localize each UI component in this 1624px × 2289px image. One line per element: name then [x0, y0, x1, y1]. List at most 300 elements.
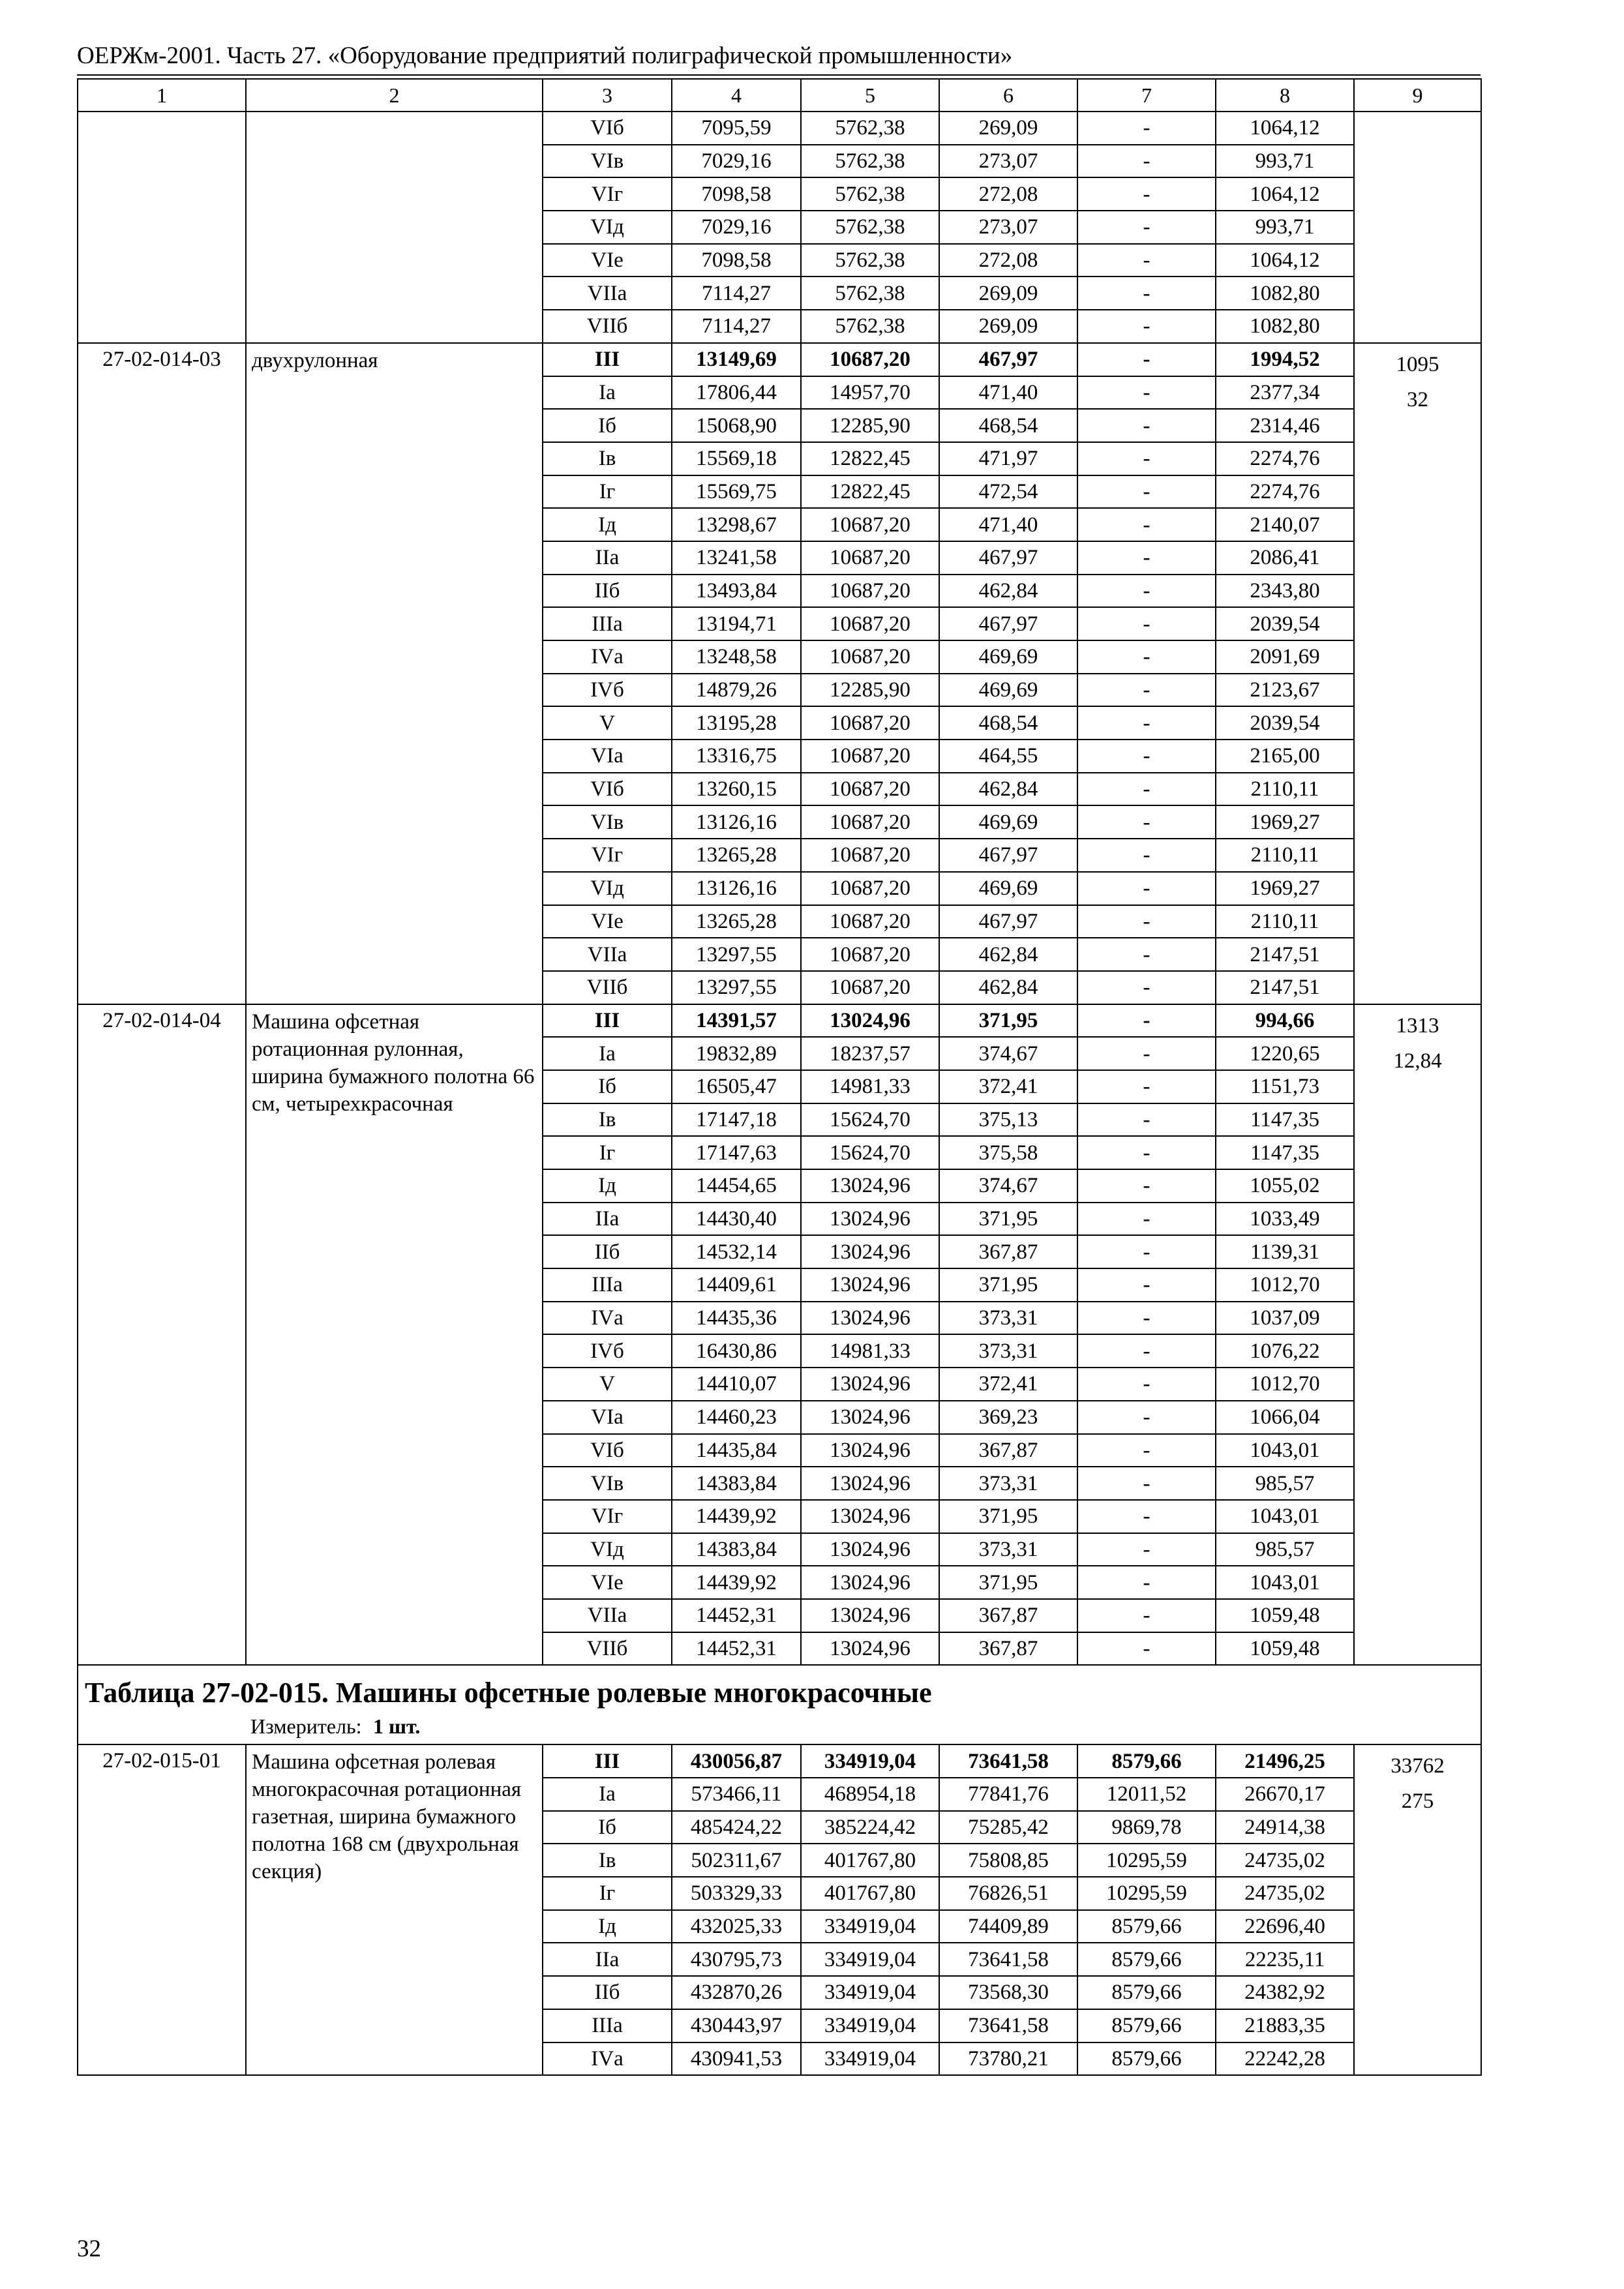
cost-value: 373,31 — [939, 1334, 1077, 1368]
cost-value: 21883,35 — [1216, 2009, 1354, 2042]
cost-value: 75808,85 — [939, 1844, 1077, 1877]
cost-value: 334919,04 — [801, 1910, 939, 1943]
cost-value: - — [1077, 1037, 1216, 1070]
region-index: IVа — [543, 1302, 672, 1335]
extra-value: 1313 — [1396, 1013, 1439, 1038]
cost-value: 12011,52 — [1077, 1778, 1216, 1811]
cost-value: 24914,38 — [1216, 1811, 1354, 1844]
cost-value: 10687,20 — [801, 938, 939, 971]
region-index: VIд — [543, 872, 672, 905]
cost-value: 467,97 — [939, 607, 1077, 640]
extra-value: 32 — [1407, 387, 1428, 411]
cost-value: 13126,16 — [672, 805, 801, 839]
cost-value: 13024,96 — [801, 1434, 939, 1467]
cost-value: 14454,65 — [672, 1169, 801, 1203]
cost-value: 462,84 — [939, 773, 1077, 806]
cost-value: 15569,75 — [672, 475, 801, 509]
rate-description: Машина офсетная ротационная рулонная, ширина бумажного полотна 66 см, четырехкрасочная — [246, 1004, 543, 1666]
cost-value: 371,95 — [939, 1566, 1077, 1599]
cost-value: 2110,11 — [1216, 773, 1354, 806]
cost-value: 1969,27 — [1216, 872, 1354, 905]
cost-value: - — [1077, 277, 1216, 310]
cost-value: 73641,58 — [939, 2009, 1077, 2042]
cost-value: 8579,66 — [1077, 2042, 1216, 2076]
cost-value: - — [1077, 1268, 1216, 1302]
cost-value: - — [1077, 872, 1216, 905]
cost-value: 1033,49 — [1216, 1203, 1354, 1236]
cost-value: 13024,96 — [801, 1169, 939, 1203]
rate-code: 27-02-014-03 — [78, 343, 246, 1004]
cost-value: 430056,87 — [672, 1744, 801, 1778]
cost-value: 372,41 — [939, 1070, 1077, 1103]
cost-value: 467,97 — [939, 541, 1077, 575]
region-index: IIIа — [543, 1268, 672, 1302]
cost-value: 5762,38 — [801, 244, 939, 277]
cost-value: 10687,20 — [801, 541, 939, 575]
cost-value: 5762,38 — [801, 277, 939, 310]
column-number: 3 — [543, 79, 672, 112]
cost-value: 985,57 — [1216, 1467, 1354, 1500]
cost-value: 14435,84 — [672, 1434, 801, 1467]
table-row — [78, 1744, 1481, 1778]
cost-value: 1994,52 — [1216, 343, 1354, 376]
cost-value: 10687,20 — [801, 839, 939, 872]
cost-value: 5762,38 — [801, 145, 939, 178]
cost-value: 2147,51 — [1216, 938, 1354, 971]
cost-value: 2086,41 — [1216, 541, 1354, 575]
cost-value: 371,95 — [939, 1004, 1077, 1038]
unit-value: 1 шт. — [373, 1714, 421, 1739]
region-index: VIг — [543, 177, 672, 211]
cost-value: 8579,66 — [1077, 1976, 1216, 2009]
rates-table — [77, 78, 1482, 2076]
cost-value: - — [1077, 475, 1216, 509]
cost-value: 469,69 — [939, 674, 1077, 707]
cost-value: 14383,84 — [672, 1533, 801, 1566]
region-index: VIIа — [543, 1599, 672, 1632]
region-index: Iб — [543, 409, 672, 442]
cost-value: - — [1077, 971, 1216, 1004]
cost-value: 334919,04 — [801, 2042, 939, 2076]
region-index: Iв — [543, 442, 672, 475]
unit-line — [85, 1711, 1474, 1741]
cost-value: - — [1077, 541, 1216, 575]
cost-value: 13149,69 — [672, 343, 801, 376]
rate-description: двухрулонная — [246, 343, 543, 1004]
cost-value: 13194,71 — [672, 607, 801, 640]
region-index: III — [543, 1744, 672, 1778]
cost-value: 375,58 — [939, 1136, 1077, 1169]
cost-value: 485424,22 — [672, 1811, 801, 1844]
region-index: IIб — [543, 575, 672, 608]
cost-value: 13024,96 — [801, 1533, 939, 1566]
cost-value: - — [1077, 1434, 1216, 1467]
region-index: Iб — [543, 1070, 672, 1103]
cost-value: 7098,58 — [672, 244, 801, 277]
region-index: Iг — [543, 475, 672, 509]
cost-value: - — [1077, 1169, 1216, 1203]
cost-value: 14981,33 — [801, 1070, 939, 1103]
cost-value: 432025,33 — [672, 1910, 801, 1943]
region-index: VIа — [543, 740, 672, 773]
extra-values — [1354, 112, 1481, 343]
cost-value: 469,69 — [939, 872, 1077, 905]
cost-value: 73641,58 — [939, 1744, 1077, 1778]
cost-value: 14452,31 — [672, 1632, 801, 1666]
cost-value: 367,87 — [939, 1434, 1077, 1467]
cost-value: 10687,20 — [801, 971, 939, 1004]
cost-value: 12822,45 — [801, 475, 939, 509]
cost-value: 15624,70 — [801, 1103, 939, 1137]
cost-value: 334919,04 — [801, 1943, 939, 1976]
cost-value: 13024,96 — [801, 1302, 939, 1335]
region-index: VIв — [543, 1467, 672, 1500]
cost-value: 469,69 — [939, 805, 1077, 839]
cost-value: 1012,70 — [1216, 1268, 1354, 1302]
region-index: IIIа — [543, 607, 672, 640]
cost-value: - — [1077, 1566, 1216, 1599]
cost-value: 367,87 — [939, 1235, 1077, 1268]
cost-value: 10687,20 — [801, 343, 939, 376]
cost-value: 12822,45 — [801, 442, 939, 475]
cost-value: 14532,14 — [672, 1235, 801, 1268]
cost-value: 468954,18 — [801, 1778, 939, 1811]
region-index: IVб — [543, 674, 672, 707]
cost-value: - — [1077, 1334, 1216, 1368]
cost-value: 8579,66 — [1077, 1744, 1216, 1778]
cost-value: 1059,48 — [1216, 1632, 1354, 1666]
cost-value: 467,97 — [939, 343, 1077, 376]
cost-value: 373,31 — [939, 1302, 1077, 1335]
cost-value: - — [1077, 310, 1216, 343]
region-index: V — [543, 1368, 672, 1401]
region-index: Iа — [543, 376, 672, 410]
cost-value: 14430,40 — [672, 1203, 801, 1236]
cost-value: 502311,67 — [672, 1844, 801, 1877]
section-title: Таблица 27-02-015. Машины офсетные ролевые многокрасочные — [85, 1677, 932, 1709]
cost-value: 503329,33 — [672, 1877, 801, 1910]
cost-value: 10687,20 — [801, 805, 939, 839]
cost-value: 367,87 — [939, 1599, 1077, 1632]
rate-description: Машина офсетная ролевая многокрасочная ротационная газетная, ширина бумажного полотна 168 см (двухрольная секция) — [246, 1744, 543, 2075]
cost-value: 471,40 — [939, 508, 1077, 541]
region-index: Iд — [543, 1910, 672, 1943]
cost-value: - — [1077, 244, 1216, 277]
cost-value: 462,84 — [939, 971, 1077, 1004]
region-index: VIе — [543, 905, 672, 938]
cost-value: 430941,53 — [672, 2042, 801, 2076]
cost-value: 2110,11 — [1216, 839, 1354, 872]
cost-value: - — [1077, 805, 1216, 839]
cost-value: 14957,70 — [801, 376, 939, 410]
cost-value: 430443,97 — [672, 2009, 801, 2042]
cost-value: - — [1077, 145, 1216, 178]
cost-value: 1076,22 — [1216, 1334, 1354, 1368]
region-index: VIе — [543, 1566, 672, 1599]
cost-value: 12285,90 — [801, 674, 939, 707]
cost-value: 468,54 — [939, 409, 1077, 442]
cost-value: - — [1077, 1004, 1216, 1038]
cost-value: 372,41 — [939, 1368, 1077, 1401]
cost-value: - — [1077, 177, 1216, 211]
extra-values — [1354, 1744, 1481, 2075]
cost-value: 18237,57 — [801, 1037, 939, 1070]
cost-value: 24382,92 — [1216, 1976, 1354, 2009]
section-heading — [78, 1665, 1481, 1744]
table-row — [78, 1004, 1481, 1038]
region-index: Iг — [543, 1136, 672, 1169]
region-index: IIб — [543, 1235, 672, 1268]
region-index: III — [543, 1004, 672, 1038]
cost-value: 1147,35 — [1216, 1103, 1354, 1137]
cost-value: 13195,28 — [672, 706, 801, 740]
cost-value: 10295,59 — [1077, 1877, 1216, 1910]
cost-value: 14981,33 — [801, 1334, 939, 1368]
cost-value: 15068,90 — [672, 409, 801, 442]
cost-value: 1066,04 — [1216, 1401, 1354, 1434]
cost-value: 24735,02 — [1216, 1877, 1354, 1910]
cost-value: 13024,96 — [801, 1599, 939, 1632]
cost-value: 269,09 — [939, 277, 1077, 310]
region-index: IIа — [543, 1203, 672, 1236]
cost-value: 75285,42 — [939, 1811, 1077, 1844]
region-index: VIб — [543, 112, 672, 145]
cost-value: 13024,96 — [801, 1566, 939, 1599]
cost-value: 5762,38 — [801, 112, 939, 145]
cost-value: 13297,55 — [672, 938, 801, 971]
cost-value: 2110,11 — [1216, 905, 1354, 938]
cost-value: 371,95 — [939, 1268, 1077, 1302]
cost-value: 14435,36 — [672, 1302, 801, 1335]
cost-value: 10687,20 — [801, 508, 939, 541]
cost-value: 7029,16 — [672, 211, 801, 244]
cost-value: 22696,40 — [1216, 1910, 1354, 1943]
cost-value: 24735,02 — [1216, 1844, 1354, 1877]
cost-value: 1969,27 — [1216, 805, 1354, 839]
cost-value: 373,31 — [939, 1467, 1077, 1500]
cost-value: 13024,96 — [801, 1401, 939, 1434]
cost-value: 16505,47 — [672, 1070, 801, 1103]
cost-value: - — [1077, 640, 1216, 674]
cost-value: 8579,66 — [1077, 2009, 1216, 2042]
region-index: III — [543, 343, 672, 376]
unit-label: Измеритель: — [250, 1714, 362, 1739]
cost-value: 13260,15 — [672, 773, 801, 806]
table-row — [78, 343, 1481, 376]
cost-value: 2039,54 — [1216, 607, 1354, 640]
cost-value: 2039,54 — [1216, 706, 1354, 740]
cost-value: - — [1077, 112, 1216, 145]
cost-value: 2147,51 — [1216, 971, 1354, 1004]
cost-value: 13024,96 — [801, 1235, 939, 1268]
cost-value: 13024,96 — [801, 1368, 939, 1401]
cost-value: 471,40 — [939, 376, 1077, 410]
extra-values — [1354, 343, 1481, 1004]
cost-value: 16430,86 — [672, 1334, 801, 1368]
cost-value: 14410,07 — [672, 1368, 801, 1401]
region-index: V — [543, 706, 672, 740]
region-index: VIд — [543, 1533, 672, 1566]
column-number: 4 — [672, 79, 801, 112]
cost-value: - — [1077, 839, 1216, 872]
region-index: IIа — [543, 1943, 672, 1976]
cost-value: - — [1077, 1203, 1216, 1236]
cost-value: 14439,92 — [672, 1500, 801, 1533]
cost-value: 2274,76 — [1216, 442, 1354, 475]
cost-value: 273,07 — [939, 211, 1077, 244]
cost-value: 5762,38 — [801, 177, 939, 211]
cost-value: 1055,02 — [1216, 1169, 1354, 1203]
cost-value: 73568,30 — [939, 1976, 1077, 2009]
cost-value: 1064,12 — [1216, 244, 1354, 277]
cost-value: 2274,76 — [1216, 475, 1354, 509]
cost-value: - — [1077, 442, 1216, 475]
cost-value: 5762,38 — [801, 211, 939, 244]
column-number: 1 — [78, 79, 246, 112]
cost-value: - — [1077, 343, 1216, 376]
cost-value: - — [1077, 1368, 1216, 1401]
region-index: Iв — [543, 1844, 672, 1877]
region-index: Iа — [543, 1037, 672, 1070]
cost-value: 14391,57 — [672, 1004, 801, 1038]
region-index: VIIа — [543, 938, 672, 971]
cost-value: - — [1077, 1235, 1216, 1268]
cost-value: 15569,18 — [672, 442, 801, 475]
cost-value: 464,55 — [939, 740, 1077, 773]
region-index: Iг — [543, 1877, 672, 1910]
cost-value: - — [1077, 1500, 1216, 1533]
cost-value: 12285,90 — [801, 409, 939, 442]
cost-value: 1043,01 — [1216, 1566, 1354, 1599]
cost-value: 14879,26 — [672, 674, 801, 707]
column-number-row — [78, 79, 1481, 112]
cost-value: - — [1077, 1467, 1216, 1500]
cost-value: 272,08 — [939, 177, 1077, 211]
rate-code: 27-02-014-04 — [78, 1004, 246, 1666]
cost-value: 472,54 — [939, 475, 1077, 509]
cost-value: 17147,63 — [672, 1136, 801, 1169]
cost-value: 19832,89 — [672, 1037, 801, 1070]
cost-value: 371,95 — [939, 1500, 1077, 1533]
cost-value: 334919,04 — [801, 2009, 939, 2042]
section-row — [78, 1665, 1481, 1744]
cost-value: 1043,01 — [1216, 1500, 1354, 1533]
cost-value: 367,87 — [939, 1632, 1077, 1666]
region-index: Iа — [543, 1778, 672, 1811]
cost-value: 13298,67 — [672, 508, 801, 541]
cost-value: 13126,16 — [672, 872, 801, 905]
cost-value: - — [1077, 409, 1216, 442]
region-index: VIб — [543, 773, 672, 806]
cost-value: 10687,20 — [801, 773, 939, 806]
cost-value: 13297,55 — [672, 971, 801, 1004]
region-index: VIд — [543, 211, 672, 244]
cost-value: - — [1077, 938, 1216, 971]
cost-value: 993,71 — [1216, 145, 1354, 178]
region-index: VIе — [543, 244, 672, 277]
cost-value: 1220,65 — [1216, 1037, 1354, 1070]
cost-value: 7114,27 — [672, 277, 801, 310]
cost-value: 2140,07 — [1216, 508, 1354, 541]
cost-value: - — [1077, 1302, 1216, 1335]
region-index: VIа — [543, 1401, 672, 1434]
cost-value: 1064,12 — [1216, 112, 1354, 145]
cost-value: 369,23 — [939, 1401, 1077, 1434]
cost-value: 14439,92 — [672, 1566, 801, 1599]
cost-value: 467,97 — [939, 905, 1077, 938]
cost-value: 430795,73 — [672, 1943, 801, 1976]
region-index: VIв — [543, 805, 672, 839]
cost-value: 371,95 — [939, 1203, 1077, 1236]
cost-value: - — [1077, 674, 1216, 707]
page-header: ОЕРЖм-2001. Часть 27. «Оборудование предприятий полиграфической промышленности» — [77, 42, 1013, 69]
cost-value: 13493,84 — [672, 575, 801, 608]
region-index: VIг — [543, 839, 672, 872]
cost-value: - — [1077, 508, 1216, 541]
cost-value: - — [1077, 1632, 1216, 1666]
rate-code: 27-02-015-01 — [78, 1744, 246, 2075]
region-index: IIа — [543, 541, 672, 575]
cost-value: 467,97 — [939, 839, 1077, 872]
cost-value: 401767,80 — [801, 1844, 939, 1877]
cost-value: 7098,58 — [672, 177, 801, 211]
cost-value: 373,31 — [939, 1533, 1077, 1566]
region-index: Iв — [543, 1103, 672, 1137]
cost-value: 2123,67 — [1216, 674, 1354, 707]
cost-value: 9869,78 — [1077, 1811, 1216, 1844]
cost-value: 10687,20 — [801, 607, 939, 640]
cost-value: 1139,31 — [1216, 1235, 1354, 1268]
cost-value: - — [1077, 1103, 1216, 1137]
page-number: 32 — [77, 2236, 101, 2262]
cost-value: 2343,80 — [1216, 575, 1354, 608]
cost-value: 13024,96 — [801, 1500, 939, 1533]
cost-value: - — [1077, 1599, 1216, 1632]
extra-value: 12,84 — [1393, 1049, 1442, 1073]
cost-value: 1059,48 — [1216, 1599, 1354, 1632]
cost-value: 14409,61 — [672, 1268, 801, 1302]
region-index: IVб — [543, 1334, 672, 1368]
cost-value: 374,67 — [939, 1169, 1077, 1203]
region-index: IVа — [543, 640, 672, 674]
cost-value: 334919,04 — [801, 1744, 939, 1778]
cost-value: 8579,66 — [1077, 1910, 1216, 1943]
region-index: VIIб — [543, 310, 672, 343]
cost-value: 1043,01 — [1216, 1434, 1354, 1467]
cost-value: - — [1077, 1401, 1216, 1434]
cost-value: - — [1077, 740, 1216, 773]
cost-value: - — [1077, 1070, 1216, 1103]
cost-value: - — [1077, 376, 1216, 410]
column-number: 5 — [801, 79, 939, 112]
cost-value: 76826,51 — [939, 1877, 1077, 1910]
cost-value: 22235,11 — [1216, 1943, 1354, 1976]
cost-value: 2377,34 — [1216, 376, 1354, 410]
cost-value: 73780,21 — [939, 2042, 1077, 2076]
cost-value: 13248,58 — [672, 640, 801, 674]
cost-value: 1064,12 — [1216, 177, 1354, 211]
cost-value: 7114,27 — [672, 310, 801, 343]
cost-value: - — [1077, 773, 1216, 806]
cost-value: 13024,96 — [801, 1632, 939, 1666]
column-number: 2 — [246, 79, 543, 112]
cost-value: 1037,09 — [1216, 1302, 1354, 1335]
region-index: Iб — [543, 1811, 672, 1844]
region-index: VIг — [543, 1500, 672, 1533]
cost-value: 13241,58 — [672, 541, 801, 575]
cost-value: 74409,89 — [939, 1910, 1077, 1943]
cost-value: - — [1077, 1136, 1216, 1169]
